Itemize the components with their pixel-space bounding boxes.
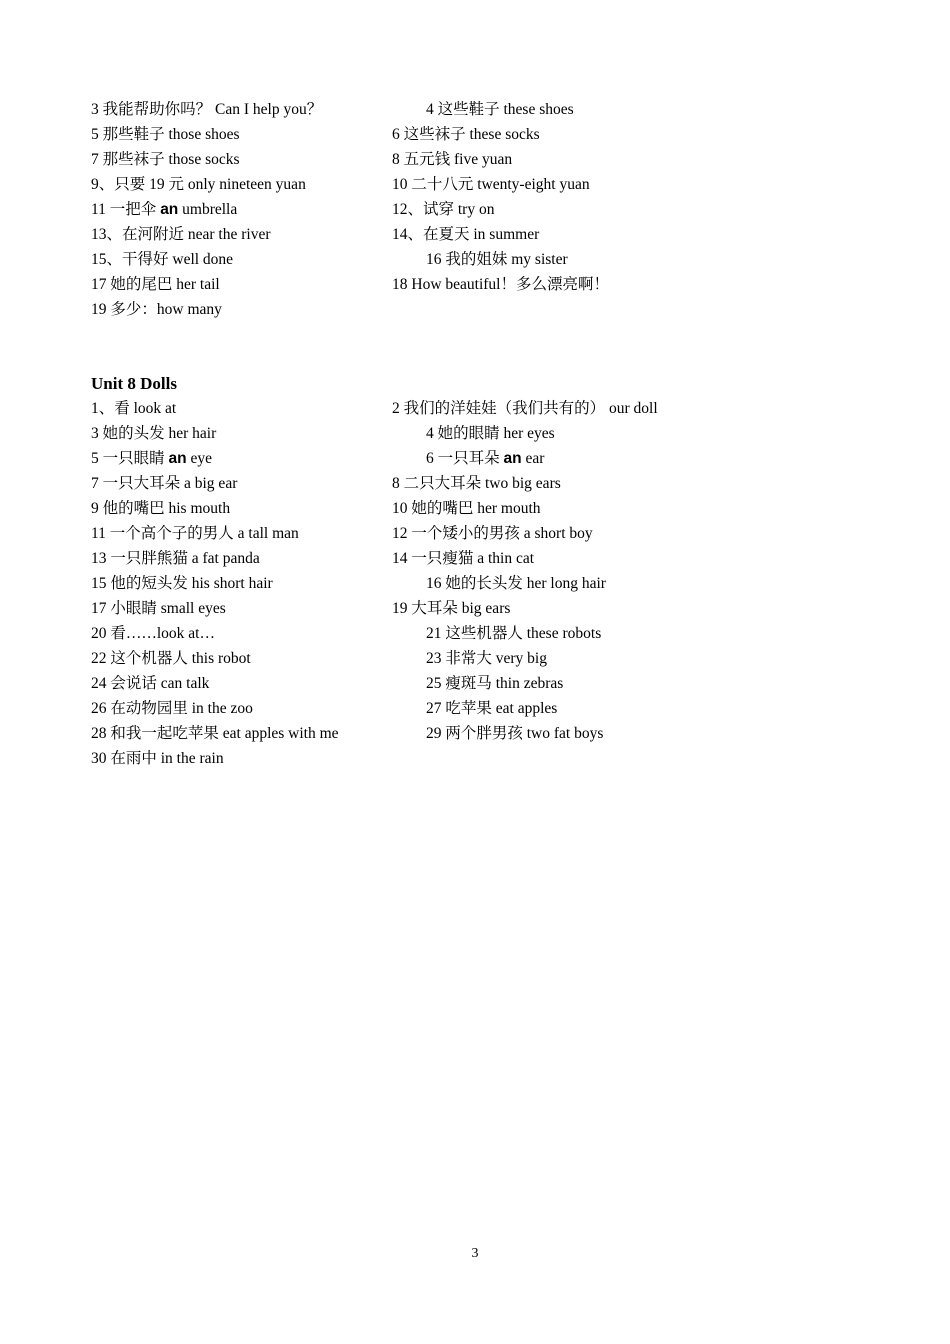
vocab-entry-left: 13、在河附近 near the river xyxy=(91,226,271,243)
vocab-entry-left: 15、干得好 well done xyxy=(91,251,234,268)
vocab-entry-left: 9、只要 19 元 only nineteen yuan xyxy=(91,176,306,193)
vocab-entry-left: 3 她的头发 her hair xyxy=(91,425,217,442)
unit-title: Unit 8 Dolls xyxy=(91,374,177,393)
entry-text: 5 一只眼睛 xyxy=(91,450,169,467)
vocab-entry-left: 7 那些袜子 those socks xyxy=(91,151,240,168)
vocab-entry-right: 23 非常大 very big xyxy=(426,650,547,667)
vocab-row xyxy=(91,671,871,696)
vocab-entry-left: 19 多少：how many xyxy=(91,301,222,318)
vocab-row xyxy=(91,97,871,122)
vocab-row xyxy=(91,571,871,596)
vocab-row xyxy=(91,172,871,197)
vocab-row xyxy=(91,471,871,496)
entry-bold-word: an xyxy=(168,450,187,467)
vocab-entry-right: 10 她的嘴巴 her mouth xyxy=(392,500,541,517)
vocab-entry-left: 28 和我一起吃苹果 eat apples with me xyxy=(91,725,339,742)
vocab-entry-left: 17 小眼睛 small eyes xyxy=(91,600,226,617)
vocab-row xyxy=(91,746,871,771)
entry-text: 6 一只耳朵 xyxy=(426,450,504,467)
vocab-entry-right: 21 这些机器人 these robots xyxy=(426,625,602,642)
vocab-entry-right: 16 她的长头发 her long hair xyxy=(426,575,606,592)
vocab-row xyxy=(91,496,871,521)
vocab-entry-left: 7 一只大耳朵 a big ear xyxy=(91,475,238,492)
vocab-entry-left: 5 那些鞋子 those shoes xyxy=(91,126,240,143)
entry-text: umbrella xyxy=(178,201,238,218)
vocab-entry-right: 12 一个矮小的男孩 a short boy xyxy=(392,525,593,542)
entry-bold-word: an xyxy=(160,201,179,218)
vocab-row xyxy=(91,197,871,222)
vocab-entry-left: 15 他的短头发 his short hair xyxy=(91,575,273,592)
vocab-entry-left: 9 他的嘴巴 his mouth xyxy=(91,500,231,517)
entry-text: ear xyxy=(521,450,545,467)
vocab-entry-right: 12、试穿 try on xyxy=(392,201,495,218)
vocab-row xyxy=(91,696,871,721)
vocab-row xyxy=(91,546,871,571)
vocab-entry-right: 25 瘦斑马 thin zebras xyxy=(426,675,564,692)
vocab-entry-right: 2 我们的洋娃娃（我们共有的） our doll xyxy=(392,400,658,417)
vocab-entry-right: 10 二十八元 twenty-eight yuan xyxy=(392,176,590,193)
vocab-entry-right: 16 我的姐妹 my sister xyxy=(426,251,568,268)
vocab-entry-right: 18 How beautiful！多么漂亮啊！ xyxy=(392,276,609,293)
vocab-entry-left: 30 在雨中 in the rain xyxy=(91,750,224,767)
vocab-row xyxy=(91,646,871,671)
page-number: 3 xyxy=(471,1246,479,1261)
vocab-entry-right: 8 五元钱 five yuan xyxy=(392,151,513,168)
vocab-row xyxy=(91,521,871,546)
vocab-entry-right: 27 吃苹果 eat apples xyxy=(426,700,558,717)
vocab-entry-left: 3 我能帮助你吗？ Can I help you？ xyxy=(91,101,323,118)
entry-text: 11 一把伞 xyxy=(91,201,161,218)
vocab-entry-left xyxy=(91,446,212,471)
vocab-row xyxy=(91,247,871,272)
vocab-row xyxy=(91,421,871,446)
vocab-entry-right: 4 这些鞋子 these shoes xyxy=(426,101,574,118)
vocab-row xyxy=(91,147,871,172)
entry-text: eye xyxy=(186,450,212,467)
vocab-row xyxy=(91,222,871,247)
vocab-row xyxy=(91,446,871,471)
vocab-entry-right: 14 一只瘦猫 a thin cat xyxy=(392,550,535,567)
vocab-entry-left: 26 在动物园里 in the zoo xyxy=(91,700,253,717)
vocab-row xyxy=(91,396,871,421)
vocab-entry-left: 22 这个机器人 this robot xyxy=(91,650,251,667)
vocab-entry-right: 14、在夏天 in summer xyxy=(392,226,540,243)
vocab-entry-left: 24 会说话 can talk xyxy=(91,675,210,692)
vocab-row xyxy=(91,272,871,297)
vocab-entry-left: 17 她的尾巴 her tail xyxy=(91,276,220,293)
vocab-entry-left xyxy=(91,197,237,222)
vocab-entry-right: 6 这些袜子 these socks xyxy=(392,126,540,143)
entry-bold-word: an xyxy=(503,450,522,467)
vocabulary-section-unit-8 xyxy=(91,371,871,771)
vocab-row xyxy=(91,596,871,621)
vocabulary-section-previous-unit xyxy=(91,97,871,322)
vocab-row xyxy=(91,297,871,322)
vocab-entry-right: 19 大耳朵 big ears xyxy=(392,600,511,617)
vocab-row xyxy=(91,721,871,746)
vocab-entry-right xyxy=(426,446,544,471)
vocab-entry-right: 4 她的眼睛 her eyes xyxy=(426,425,555,442)
vocab-entry-left: 13 一只胖熊猫 a fat panda xyxy=(91,550,260,567)
vocab-entry-right: 29 两个胖男孩 two fat boys xyxy=(426,725,604,742)
vocab-entry-left: 20 看……look at… xyxy=(91,625,215,642)
vocab-row xyxy=(91,122,871,147)
vocab-entry-right: 8 二只大耳朵 two big ears xyxy=(392,475,561,492)
vocab-entry-left: 11 一个高个子的男人 a tall man xyxy=(91,525,299,542)
vocab-entry-left: 1、看 look at xyxy=(91,400,177,417)
vocab-row xyxy=(91,621,871,646)
